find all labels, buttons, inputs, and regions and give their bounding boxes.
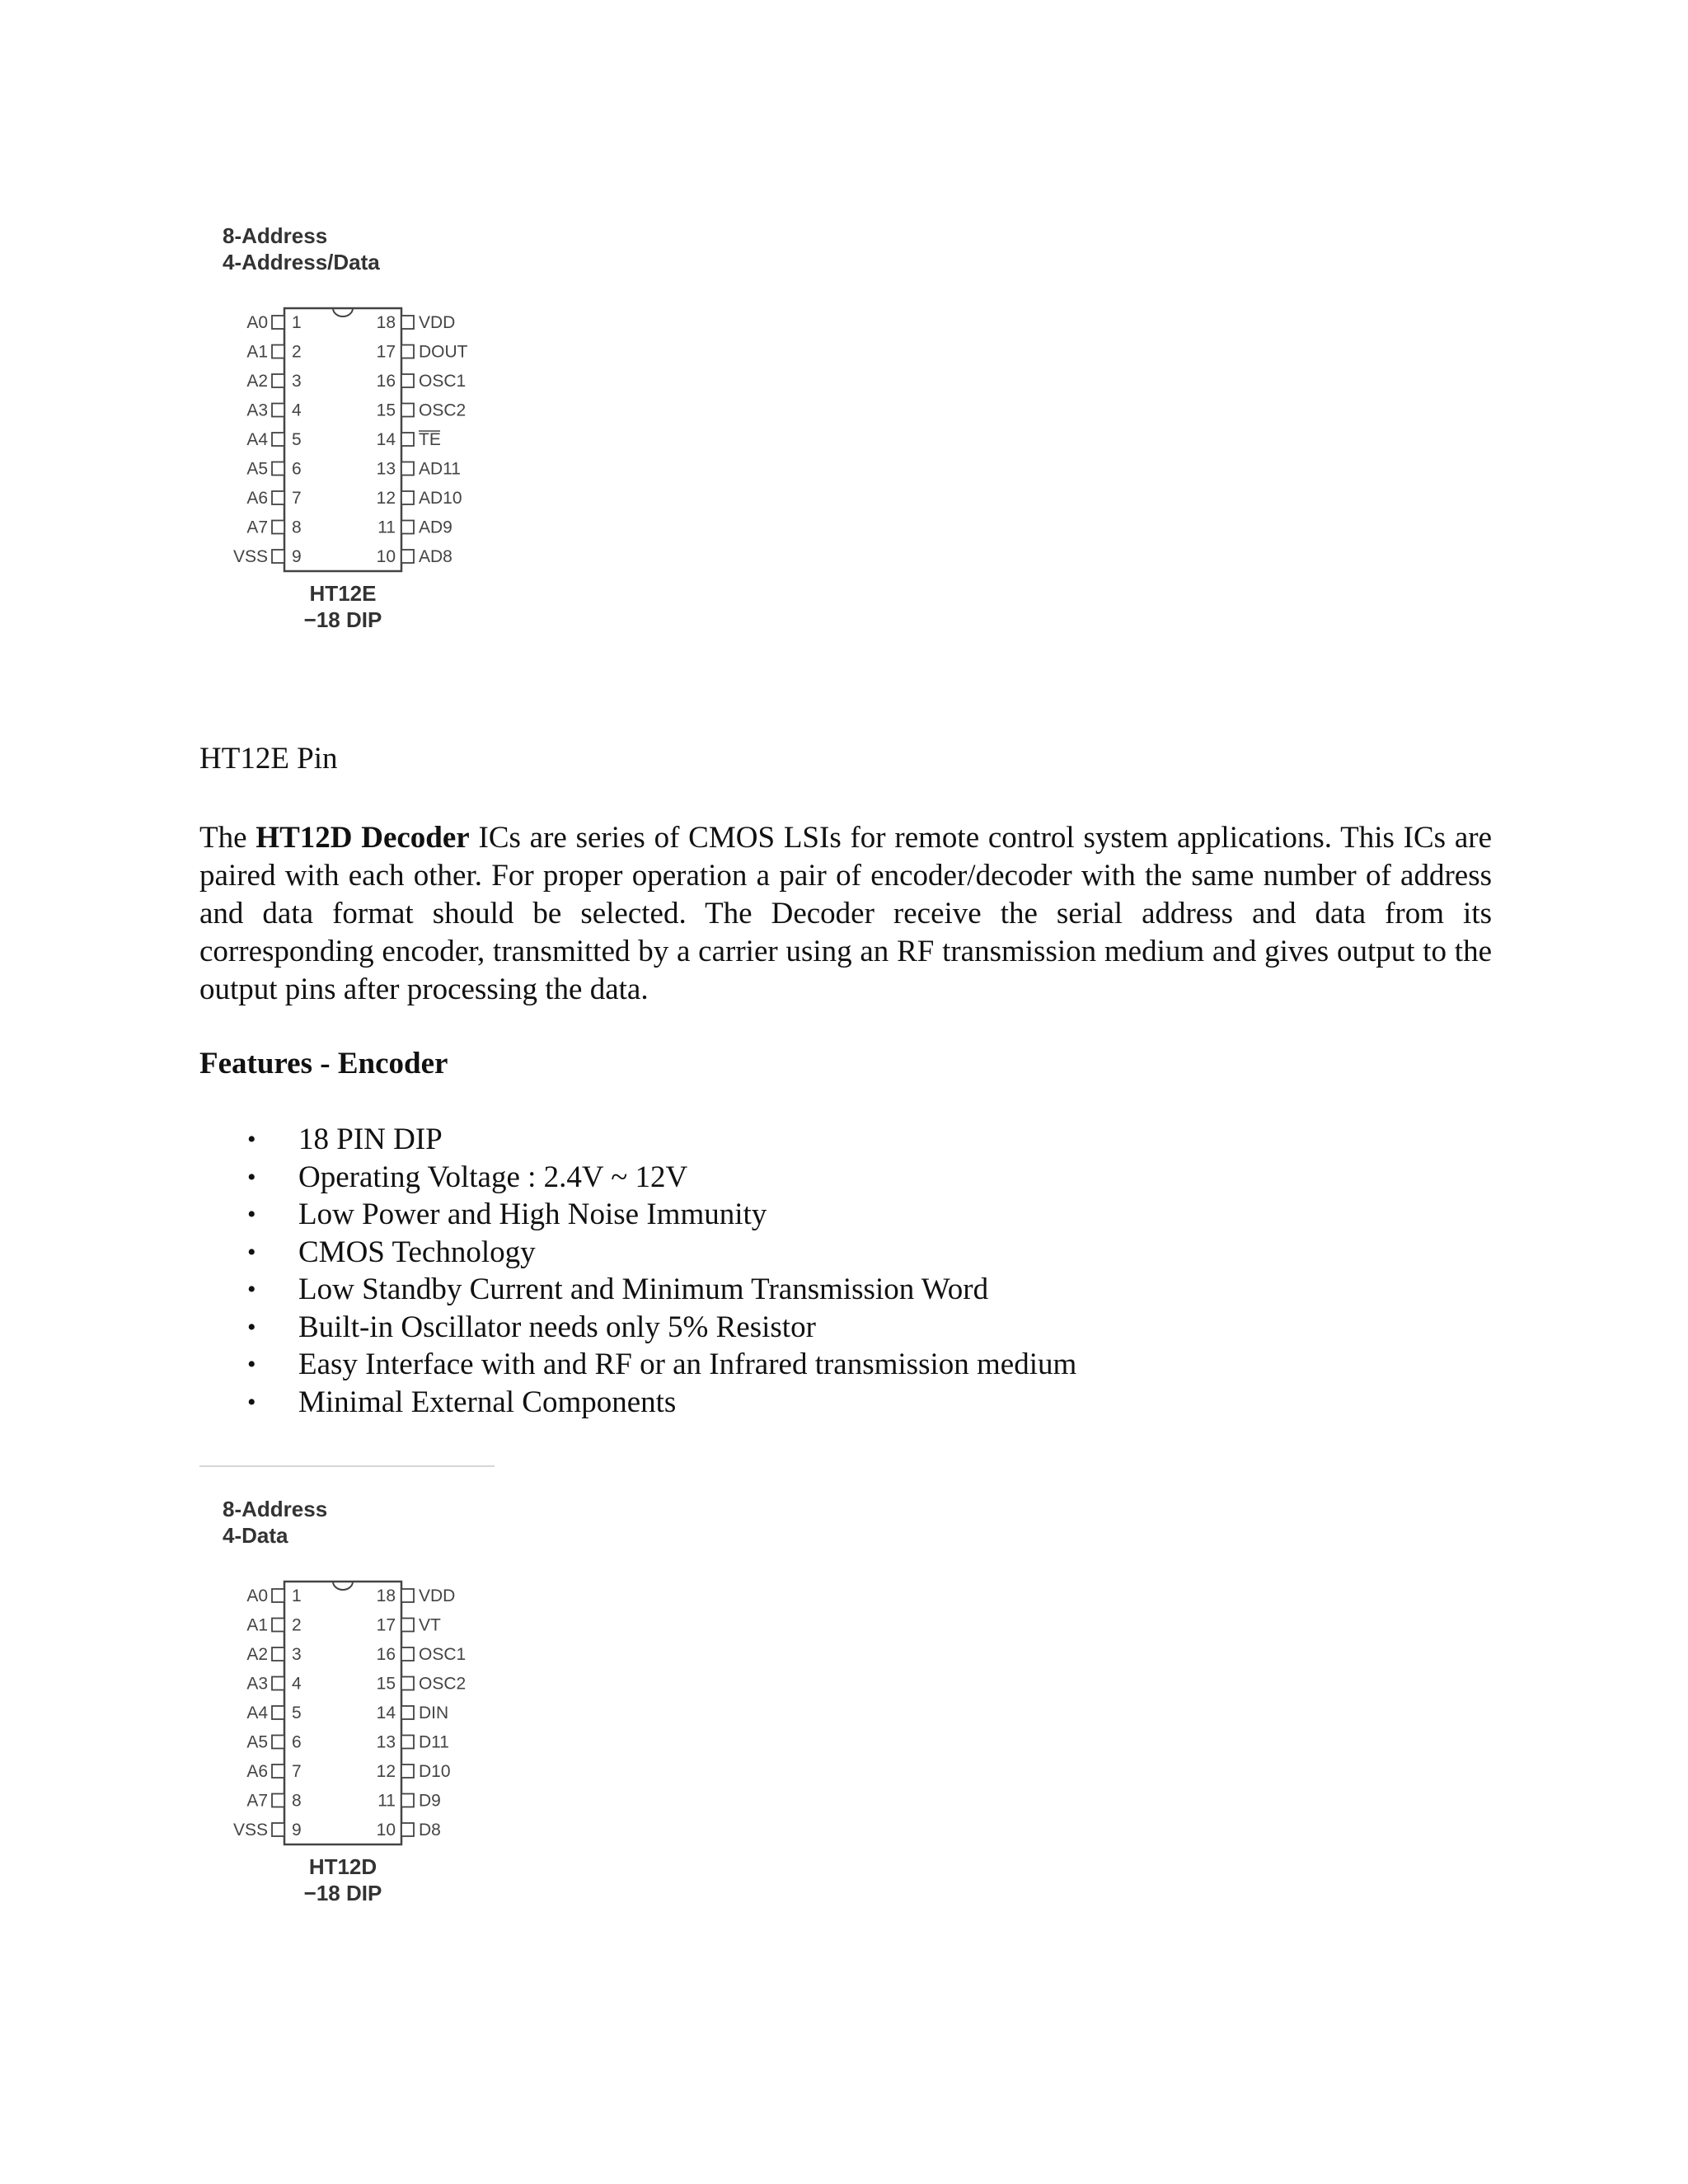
encoder-pin-box — [272, 316, 284, 329]
encoder-header-line1: 8-Address — [223, 223, 328, 248]
decoder-pin-name: A4 — [246, 1704, 268, 1722]
decoder-pin-number: 11 — [377, 1791, 396, 1811]
decoder-pin-name: A3 — [246, 1674, 268, 1694]
encoder-pin-name: AD10 — [419, 489, 462, 508]
encoder-pin-number: 16 — [376, 372, 396, 391]
decoder-pin-box — [272, 1736, 284, 1749]
encoder-pin-box — [272, 521, 284, 534]
encoder-pin-name: A2 — [246, 372, 268, 391]
decoder-pin-number: 16 — [376, 1645, 396, 1664]
para-lead: The — [199, 821, 256, 855]
figure-caption: HT12E Pin — [199, 742, 338, 776]
decoder-pin-box — [401, 1706, 414, 1719]
encoder-chip-name: HT12E — [309, 581, 377, 606]
encoder-pin-name: VSS — [232, 547, 268, 566]
encoder-pin-box — [272, 404, 284, 417]
encoder-pin-name: VDD — [419, 313, 456, 332]
encoder-pin-box — [272, 345, 284, 359]
encoder-pin-box — [401, 374, 414, 387]
encoder-pin-box — [272, 433, 284, 446]
encoder-pin-box — [272, 550, 284, 563]
encoder-pin-number: 10 — [376, 547, 396, 566]
encoder-pin-box — [401, 550, 414, 563]
decoder-pin-name: OSC1 — [419, 1645, 467, 1664]
feature-item: • CMOS Technology — [247, 1234, 1076, 1272]
encoder-pin-box — [401, 433, 414, 446]
encoder-pin-box — [401, 316, 414, 329]
decoder-pin-name: VT — [419, 1615, 441, 1635]
decoder-pin-number: 12 — [376, 1762, 396, 1781]
decoder-pin-box — [401, 1677, 414, 1690]
decoder-pin-number: 15 — [376, 1674, 396, 1694]
encoder-header-line2: 4-Address/Data — [223, 250, 380, 274]
encoder-pin-name: OSC2 — [419, 401, 467, 420]
feature-item: • Easy Interface with and RF or an Infrared transmission medium — [247, 1346, 1076, 1384]
feature-item: • Low Power and High Noise Immunity — [247, 1196, 1076, 1234]
decoder-pin-box — [272, 1589, 284, 1602]
decoder-pin-number: 5 — [292, 1704, 302, 1722]
encoder-pin-name: AD8 — [419, 547, 452, 566]
decoder-pin-name: A7 — [246, 1791, 268, 1811]
decoder-pin-name: VSS — [232, 1821, 268, 1840]
decoder-package-label: −18 DIP — [303, 1881, 382, 1905]
decoder-pin-number: 6 — [292, 1732, 302, 1752]
decoder-pin-box — [401, 1765, 414, 1778]
decoder-pin-box — [401, 1823, 414, 1836]
decoder-pin-number: 9 — [292, 1821, 302, 1840]
encoder-pin-name: DOUT — [419, 342, 468, 362]
encoder-pin-number: 4 — [292, 401, 302, 420]
feature-item: • Built-in Oscillator needs only 5% Resistor — [247, 1309, 1076, 1347]
encoder-pin-box — [272, 462, 284, 476]
encoder-pin-name: A1 — [246, 342, 268, 362]
encoder-pin-number: 7 — [292, 489, 302, 508]
encoder-pin-name: A5 — [246, 459, 268, 479]
features-heading: Features - Encoder — [199, 1047, 448, 1080]
decoder-pin-name: D11 — [419, 1732, 449, 1752]
decoder-pin-name: DIN — [419, 1704, 449, 1722]
decoder-pin-number: 4 — [292, 1674, 302, 1694]
encoder-pin-number: 15 — [376, 401, 396, 420]
decoder-chip-notch — [333, 1582, 353, 1590]
encoder-pin-box — [401, 521, 414, 534]
decoder-pin-number: 17 — [376, 1615, 396, 1635]
decoder-pin-number: 10 — [376, 1821, 396, 1840]
decoder-header-line1: 8-Address — [223, 1497, 328, 1521]
para-rest: ICs are series of CMOS LSIs for remote control system applications. This ICs are paired with each other. For proper operation a pair of encoder/decoder with the same number of address and data format should be selected. The Decoder receive the serial address and data from its corresponding encoder, transmitted by a carrier using an RF transmission medium and gives output to the output pins after processing the data. — [199, 821, 1492, 1006]
section-divider — [199, 1465, 495, 1467]
encoder-pin-name: AD9 — [419, 518, 452, 537]
encoder-pin-name: A0 — [246, 313, 268, 332]
decoder-chip-svg — [206, 1549, 552, 1944]
decoder-pin-box — [272, 1619, 284, 1632]
decoder-pin-name: A5 — [246, 1732, 268, 1752]
feature-item: • Operating Voltage : 2.4V ~ 12V — [247, 1159, 1076, 1197]
decoder-pin-box — [272, 1794, 284, 1807]
encoder-package-label: −18 DIP — [303, 607, 382, 632]
encoder-chip-notch — [333, 308, 353, 316]
decoder-pin-number: 2 — [292, 1615, 302, 1635]
encoder-pin-number: 5 — [292, 430, 302, 449]
decoder-pin-name: OSC2 — [419, 1674, 467, 1694]
encoder-pin-number: 18 — [376, 313, 396, 332]
decoder-pin-box — [272, 1647, 284, 1661]
decoder-pin-name: D9 — [419, 1791, 441, 1811]
encoder-pin-number: 3 — [292, 372, 302, 391]
decoder-pin-name: A1 — [246, 1615, 268, 1635]
encoder-pin-box — [401, 345, 414, 359]
decoder-pin-name: A2 — [246, 1645, 268, 1664]
encoder-pin-diagram — [206, 223, 552, 671]
encoder-pin-number: 1 — [292, 313, 302, 332]
decoder-pin-box — [272, 1677, 284, 1690]
decoder-pin-box — [401, 1619, 414, 1632]
decoder-pin-name: D10 — [419, 1762, 451, 1781]
encoder-pin-number: 6 — [292, 459, 302, 479]
encoder-pin-number: 11 — [377, 518, 396, 537]
encoder-pin-number: 8 — [292, 518, 302, 537]
para-bold-term: HT12D Decoder — [256, 821, 470, 855]
encoder-pin-box — [401, 404, 414, 417]
decoder-pin-box — [272, 1765, 284, 1778]
encoder-pin-box — [401, 491, 414, 504]
decoder-pin-name: D8 — [419, 1821, 441, 1840]
encoder-pin-name: A4 — [246, 430, 268, 449]
features-list — [247, 1121, 1076, 1421]
decoder-description — [199, 819, 1492, 1009]
decoder-pin-box — [401, 1794, 414, 1807]
encoder-pin-number: 2 — [292, 342, 302, 362]
decoder-pin-number: 14 — [376, 1704, 396, 1722]
encoder-pin-number: 14 — [376, 430, 396, 449]
encoder-pin-name: TE — [419, 430, 441, 449]
decoder-pin-number: 3 — [292, 1645, 302, 1664]
decoder-pin-number: 7 — [292, 1762, 302, 1781]
decoder-pin-number: 13 — [376, 1732, 396, 1752]
decoder-pin-number: 8 — [292, 1791, 302, 1811]
decoder-pin-box — [401, 1647, 414, 1661]
encoder-pin-box — [272, 374, 284, 387]
decoder-pin-box — [401, 1736, 414, 1749]
decoder-pin-name: A0 — [246, 1586, 268, 1605]
decoder-pin-diagram — [206, 1496, 552, 1944]
encoder-pin-name: A3 — [246, 401, 268, 420]
decoder-pin-name: VDD — [419, 1586, 456, 1605]
decoder-pin-name: A6 — [246, 1762, 268, 1781]
feature-item: • 18 PIN DIP — [247, 1121, 1076, 1159]
encoder-pin-box — [272, 491, 284, 504]
encoder-pin-name: A7 — [246, 518, 268, 537]
feature-item: • Low Standby Current and Minimum Transmission Word — [247, 1271, 1076, 1309]
encoder-pin-name: OSC1 — [419, 372, 467, 391]
decoder-pin-number: 1 — [292, 1586, 302, 1605]
encoder-pin-name: A6 — [246, 489, 268, 508]
encoder-pin-number: 17 — [376, 342, 396, 362]
encoder-pin-number: 9 — [292, 547, 302, 566]
encoder-pin-number: 13 — [376, 459, 396, 479]
decoder-chip-name: HT12D — [308, 1854, 377, 1879]
encoder-chip-svg — [206, 275, 552, 671]
encoder-pin-number: 12 — [376, 489, 396, 508]
encoder-pin-name: AD11 — [419, 459, 461, 479]
decoder-pin-box — [272, 1706, 284, 1719]
decoder-pin-box — [401, 1589, 414, 1602]
decoder-pin-box — [272, 1823, 284, 1836]
decoder-header-line2: 4-Data — [223, 1523, 288, 1548]
encoder-pin-box — [401, 462, 414, 476]
decoder-pin-number: 18 — [376, 1586, 396, 1605]
feature-item: • Minimal External Components — [247, 1384, 1076, 1422]
